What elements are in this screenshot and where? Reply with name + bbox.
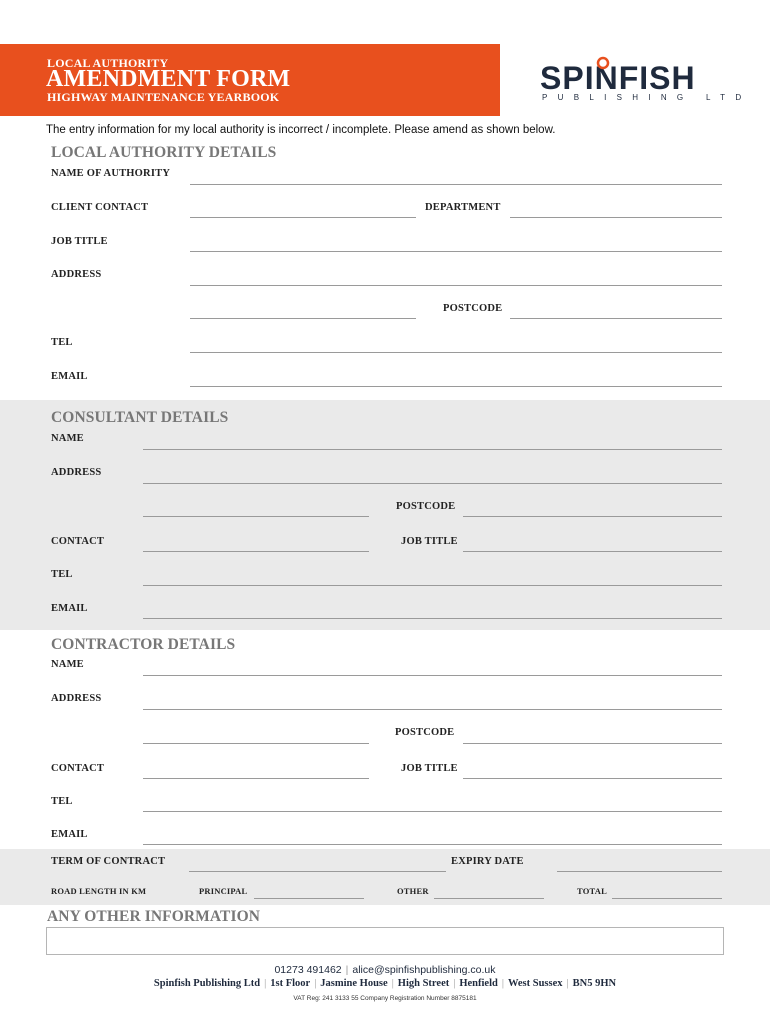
field-department[interactable] <box>510 217 722 218</box>
field-contractor-email[interactable] <box>143 844 722 845</box>
field-name-of-authority[interactable] <box>190 184 722 185</box>
label-client-contact: CLIENT CONTACT <box>51 202 149 213</box>
label-principal: PRINCIPAL <box>199 886 248 896</box>
header-subtitle: LOCAL AUTHORITY <box>47 56 169 70</box>
logo-wordmark: SPINFISH <box>540 60 696 96</box>
label-contractor-tel: TEL <box>51 796 73 807</box>
label-contractor-email: EMAIL <box>51 829 88 840</box>
label-road-length: ROAD LENGTH IN KM <box>51 886 147 896</box>
label-consultant-tel: TEL <box>51 569 73 580</box>
label-contractor-job-title: JOB TITLE <box>401 763 458 774</box>
footer-street: High Street <box>397 978 450 989</box>
footer-county: West Sussex <box>507 978 563 989</box>
label-address: ADDRESS <box>51 269 102 280</box>
field-address-line-1[interactable] <box>190 285 722 286</box>
field-consultant-job-title[interactable] <box>463 551 722 552</box>
footer-phone: 01273 491462 <box>274 964 342 976</box>
spinfish-logo <box>540 60 752 110</box>
section-title-contractor: CONTRACTOR DETAILS <box>51 636 236 653</box>
label-total: TOTAL <box>577 886 607 896</box>
label-consultant-email: EMAIL <box>51 603 88 614</box>
field-consultant-contact[interactable] <box>143 551 369 552</box>
field-expiry-date[interactable] <box>557 871 722 872</box>
page-title: AMENDMENT FORM <box>46 66 291 92</box>
field-tel[interactable] <box>190 352 722 353</box>
label-consultant-job-title: JOB TITLE <box>401 536 458 547</box>
field-email[interactable] <box>190 386 722 387</box>
label-tel: TEL <box>51 337 73 348</box>
footer-vat: VAT Reg: 241 3133 55 Company Registration Number 8875181 <box>293 995 477 1002</box>
label-job-title: JOB TITLE <box>51 236 108 247</box>
section-title-consultant: CONSULTANT DETAILS <box>51 409 229 426</box>
footer-company: Spinfish Publishing Ltd <box>153 978 261 989</box>
field-postcode[interactable] <box>510 318 722 319</box>
field-contractor-job-title[interactable] <box>463 778 722 779</box>
label-contractor-name: NAME <box>51 659 84 670</box>
field-address-line-2[interactable] <box>190 318 416 319</box>
footer-address: Spinfish Publishing Ltd | 1st Floor | Jasmine House | High Street | Henfield | West Sussex | BN5 9HN <box>153 978 617 989</box>
label-postcode: POSTCODE <box>443 303 503 314</box>
field-contractor-postcode[interactable] <box>463 743 722 744</box>
footer-email[interactable]: alice@spinfishpublishing.co.uk <box>352 964 496 976</box>
footer-town: Henfield <box>459 978 498 989</box>
label-contractor-address: ADDRESS <box>51 693 102 704</box>
consultant-section <box>0 400 770 630</box>
field-consultant-address-line-2[interactable] <box>143 516 369 517</box>
field-other-information[interactable] <box>46 927 724 955</box>
field-consultant-name[interactable] <box>143 449 722 450</box>
label-department: DEPARTMENT <box>425 202 501 213</box>
field-consultant-tel[interactable] <box>143 585 722 586</box>
label-consultant-postcode: POSTCODE <box>396 501 456 512</box>
label-consultant-address: ADDRESS <box>51 467 102 478</box>
field-contractor-address-line-2[interactable] <box>143 743 369 744</box>
label-term-of-contract: TERM OF CONTRACT <box>51 856 166 867</box>
field-principal[interactable] <box>254 898 364 899</box>
label-email: EMAIL <box>51 371 88 382</box>
label-consultant-name: NAME <box>51 433 84 444</box>
logo-subtext: PUBLISHING LTD <box>542 93 752 102</box>
field-consultant-address-line-1[interactable] <box>143 483 722 484</box>
footer-postcode: BN5 9HN <box>572 978 617 989</box>
field-job-title[interactable] <box>190 251 722 252</box>
label-other: OTHER <box>397 886 429 896</box>
label-name-of-authority: NAME OF AUTHORITY <box>51 168 171 179</box>
field-consultant-email[interactable] <box>143 618 722 619</box>
label-expiry-date: EXPIRY DATE <box>451 856 524 867</box>
header-publication: HIGHWAY MAINTENANCE YEARBOOK <box>47 90 280 104</box>
intro-text: The entry information for my local authority is incorrect / incomplete. Please amend as shown below. <box>46 124 556 136</box>
field-other[interactable] <box>434 898 544 899</box>
label-contractor-contact: CONTACT <box>51 763 105 774</box>
footer-contact: 01273 491462 | alice@spinfishpublishing.co.uk <box>274 964 496 976</box>
label-consultant-contact: CONTACT <box>51 536 105 547</box>
field-contractor-address-line-1[interactable] <box>143 709 722 710</box>
label-contractor-postcode: POSTCODE <box>395 727 455 738</box>
field-total[interactable] <box>612 898 722 899</box>
field-contractor-contact[interactable] <box>143 778 369 779</box>
field-consultant-postcode[interactable] <box>463 516 722 517</box>
section-title-other-information: ANY OTHER INFORMATION <box>47 908 261 925</box>
field-contractor-tel[interactable] <box>143 811 722 812</box>
field-term-of-contract[interactable] <box>189 871 446 872</box>
footer-floor: 1st Floor <box>270 978 311 989</box>
field-client-contact[interactable] <box>190 217 416 218</box>
field-contractor-name[interactable] <box>143 675 722 676</box>
footer-building: Jasmine House <box>320 978 388 989</box>
section-title-local-authority: LOCAL AUTHORITY DETAILS <box>51 144 277 161</box>
logo-ring-icon <box>596 56 610 70</box>
